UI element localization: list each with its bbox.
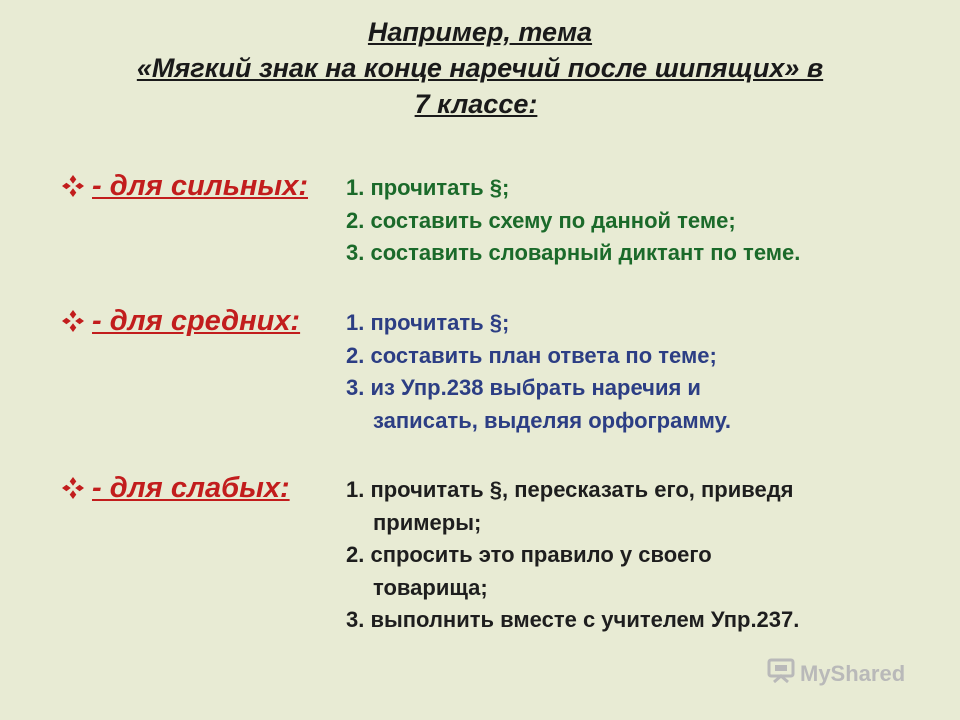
myshared-logo-icon: [766, 656, 796, 692]
group-label-weak: - для слабых:: [92, 472, 290, 504]
title-line-3: 7 классе:: [414, 89, 538, 119]
task-list-weak: [346, 474, 799, 637]
group-label-medium: - для средних:: [92, 305, 301, 337]
title-line-2: «Мягкий знак на конце наречий после шипящих» в: [136, 53, 824, 83]
list-item: 3. из Упр.238 выбрать наречия и: [346, 375, 701, 400]
list-item: записать, выделяя орфограмму.: [373, 407, 732, 433]
list-item: 3. выполнить вместе с учителем Упр.237.: [346, 607, 800, 632]
list-item: 2. составить план ответа по теме;: [346, 342, 717, 368]
title-line-1: Например, тема: [367, 17, 593, 47]
diamond-bullet-icon: [62, 474, 90, 504]
list-item: 1. прочитать §;: [346, 175, 510, 200]
list-item: 1. прочитать §;: [346, 310, 510, 335]
diamond-bullet-icon: [62, 307, 90, 337]
task-list-strong: [346, 172, 800, 270]
page-title: [0, 14, 960, 122]
watermark-text: MyShared: [800, 661, 906, 686]
task-list-medium: [346, 307, 731, 437]
list-item: 2. спросить это правило у своего: [346, 542, 712, 567]
list-item: примеры;: [373, 509, 482, 535]
list-item: товарища;: [373, 574, 488, 600]
diamond-bullet-icon: [62, 172, 90, 202]
watermark: [766, 656, 905, 692]
list-item: 2. составить схему по данной теме;: [346, 207, 736, 233]
list-item: 3. составить словарный диктант по теме.: [346, 240, 801, 265]
group-label-strong: - для сильных:: [92, 170, 308, 202]
list-item: 1. прочитать §, пересказать его, приведя: [346, 477, 794, 502]
